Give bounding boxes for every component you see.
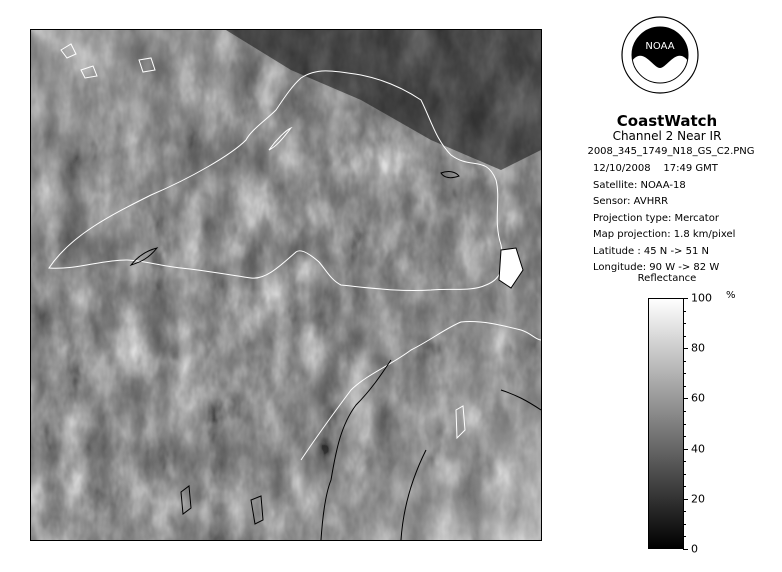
colorbar-minor-tick bbox=[683, 323, 686, 324]
noaa-logo bbox=[621, 16, 699, 94]
projection-type-info: Projection type: Mercator bbox=[593, 213, 719, 224]
colorbar-axis bbox=[683, 291, 743, 556]
colorbar-major-tick bbox=[683, 549, 688, 550]
channel-subtitle: Channel 2 Near IR bbox=[612, 129, 722, 143]
satellite-info: Satellite: NOAA-18 bbox=[593, 180, 686, 191]
colorbar-minor-tick bbox=[683, 311, 686, 312]
satellite-map[interactable] bbox=[30, 29, 542, 541]
resolution-info: Map projection: 1.8 km/pixel bbox=[593, 229, 736, 240]
colorbar-major-tick bbox=[683, 348, 688, 349]
longitude-info: Longitude: 90 W -> 82 W bbox=[593, 262, 720, 273]
colorbar-major-tick bbox=[683, 298, 688, 299]
colorbar-tick-label: 40 bbox=[691, 442, 705, 456]
colorbar-minor-tick bbox=[683, 524, 686, 525]
app-title: CoastWatch bbox=[616, 112, 718, 130]
sensor-info: Sensor: AVHRR bbox=[593, 196, 669, 207]
latitude-info: Latitude : 45 N -> 51 N bbox=[593, 246, 709, 257]
acquisition-date: 12/10/2008 bbox=[593, 163, 651, 174]
satellite-image bbox=[31, 30, 541, 540]
colorbar-tick-label: 80 bbox=[691, 341, 705, 355]
colorbar-tick-label: 20 bbox=[691, 492, 705, 506]
colorbar-tick-label: 60 bbox=[691, 391, 705, 405]
colorbar-tick-label: 100 bbox=[691, 291, 712, 305]
colorbar-major-tick bbox=[683, 398, 688, 399]
image-filename: 2008_345_1749_N18_GS_C2.PNG bbox=[587, 146, 755, 157]
colorbar-major-tick bbox=[683, 449, 688, 450]
colorbar-minor-tick bbox=[683, 361, 686, 362]
acquisition-time: 17:49 GMT bbox=[663, 163, 718, 174]
colorbar-minor-tick bbox=[683, 411, 686, 412]
colorbar-minor-tick bbox=[683, 336, 686, 337]
reflectance-colorbar bbox=[648, 298, 684, 549]
colorbar-minor-tick bbox=[683, 511, 686, 512]
colorbar-minor-tick bbox=[683, 461, 686, 462]
date-time bbox=[593, 163, 718, 174]
colorbar-minor-tick bbox=[683, 536, 686, 537]
logo-center-text: NOAA bbox=[645, 41, 675, 52]
colorbar-minor-tick bbox=[683, 373, 686, 374]
colorbar-minor-tick bbox=[683, 424, 686, 425]
colorbar-title: Reflectance bbox=[637, 273, 697, 284]
colorbar-minor-tick bbox=[683, 474, 686, 475]
colorbar-unit: % bbox=[726, 290, 736, 301]
colorbar-minor-tick bbox=[683, 436, 686, 437]
colorbar-tick-label: 0 bbox=[691, 542, 698, 556]
colorbar-minor-tick bbox=[683, 386, 686, 387]
colorbar-major-tick bbox=[683, 499, 688, 500]
colorbar-minor-tick bbox=[683, 486, 686, 487]
